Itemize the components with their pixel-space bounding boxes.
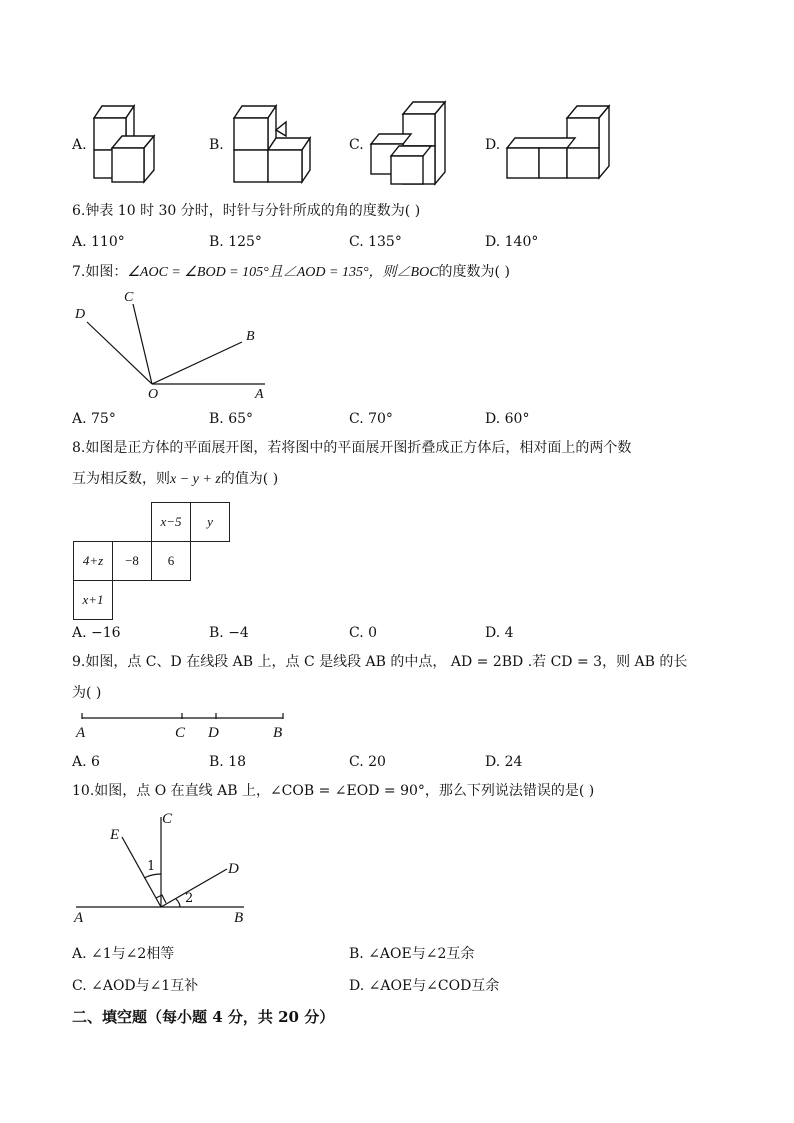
q8-cube-net — [73, 502, 230, 620]
q5-label-c: C. — [349, 137, 364, 153]
q10-label-d: D — [228, 861, 239, 877]
q10-label-c: C — [162, 811, 173, 827]
q7-option-d[interactable]: D. 60° — [485, 411, 530, 427]
q7-stem — [72, 265, 510, 280]
q7-label-d: D — [75, 307, 86, 322]
q9-option-a[interactable]: A. 6 — [72, 754, 100, 770]
q6-option-a[interactable]: A. 110° — [72, 234, 125, 250]
q6-option-b[interactable]: B. 125° — [209, 234, 262, 250]
q5-figure-b — [228, 100, 318, 190]
q10-option-d[interactable]: D. ∠AOE与∠COD互余 — [349, 978, 500, 994]
q10-label-a: A — [74, 910, 84, 926]
q8-stem-line2-suffix: 的值为( ) — [220, 471, 279, 487]
q6-option-c[interactable]: C. 135° — [349, 234, 402, 250]
q10-label-b: B — [234, 910, 244, 926]
q9-option-d[interactable]: D. 24 — [485, 754, 523, 770]
net-cell-x-plus-1: x+1 — [74, 581, 113, 620]
q10-label-angle2: 2 — [185, 891, 194, 906]
net-empty — [191, 581, 230, 620]
net-cell-y: y — [191, 503, 230, 542]
q7-label-o: O — [148, 387, 159, 402]
q5-figure-a — [88, 100, 168, 190]
q10-option-c[interactable]: C. ∠AOD与∠1互补 — [72, 978, 199, 994]
q10-option-b[interactable]: B. ∠AOE与∠2互余 — [349, 946, 475, 962]
q7-option-b[interactable]: B. 65° — [209, 411, 254, 427]
q7-option-a[interactable]: A. 75° — [72, 411, 116, 427]
q9-label-c: C — [175, 725, 186, 741]
net-empty — [191, 542, 230, 581]
net-empty — [113, 581, 152, 620]
q6-stem: 6.钟表 10 时 30 分时，时针与分针所成的角的度数为( ) — [72, 203, 421, 219]
q8-option-d[interactable]: D. 4 — [485, 625, 514, 641]
q5-figure-d — [503, 100, 618, 185]
net-empty — [152, 581, 191, 620]
q5-label-b: B. — [209, 137, 224, 153]
q10-label-angle1: 1 — [147, 859, 156, 874]
q6-option-d[interactable]: D. 140° — [485, 234, 539, 250]
q5-label-d: D. — [485, 137, 501, 153]
q8-stem-line2-prefix: 互为相反数，则 — [72, 471, 170, 487]
q5-label-a: A. — [72, 137, 87, 153]
q5-figure-c — [365, 98, 455, 190]
q9-label-a: A — [76, 725, 86, 741]
q8-option-c[interactable]: C. 0 — [349, 625, 378, 641]
q7-label-c: C — [124, 290, 134, 305]
q7-stem-math: ∠AOC = ∠BOD = 105°且∠AOD = 135°，则∠BOC — [127, 265, 439, 280]
q7-label-a: A — [255, 387, 264, 402]
q8-stem-line2-math: x − y + z — [170, 472, 221, 487]
section-heading: 二、填空题（每小题 4 分，共 20 分） — [72, 1008, 335, 1026]
net-cell-4-plus-z: 4+z — [74, 542, 113, 581]
q10-angle-figure — [72, 812, 252, 917]
q9-stem-line2: 为( ) — [72, 685, 102, 701]
q9-stem-line1: 9.如图，点 C、D 在线段 AB 上，点 C 是线段 AB 的中点， AD = 2BD .若 CD = 3，则 AB 的长 — [72, 654, 688, 670]
q7-option-c[interactable]: C. 70° — [349, 411, 393, 427]
net-empty — [113, 503, 152, 542]
net-empty — [74, 503, 113, 542]
q7-stem-prefix: 7.如图： — [72, 264, 128, 280]
q9-label-b: B — [273, 725, 283, 741]
q8-stem-line1: 8.如图是正方体的平面展开图，若将图中的平面展开图折叠成正方体后，相对面上的两个数 — [72, 440, 632, 456]
q9-segment-figure — [78, 710, 288, 724]
q10-label-e: E — [110, 827, 120, 843]
q7-label-b: B — [246, 329, 255, 344]
q7-angle-figure — [70, 290, 280, 405]
q8-option-a[interactable]: A. −16 — [72, 625, 121, 641]
q8-stem-line2 — [72, 472, 278, 487]
q7-stem-suffix: 的度数为( ) — [438, 264, 510, 280]
q8-option-b[interactable]: B. −4 — [209, 625, 249, 641]
net-cell-6: 6 — [152, 542, 191, 581]
q9-label-d: D — [208, 725, 219, 741]
q9-option-c[interactable]: C. 20 — [349, 754, 386, 770]
net-cell-x-minus-5: x−5 — [152, 503, 191, 542]
q9-option-b[interactable]: B. 18 — [209, 754, 247, 770]
net-cell-minus-8: −8 — [113, 542, 152, 581]
q10-stem: 10.如图，点 O 在直线 AB 上，∠COB = ∠EOD = 90°，那么下列说法错误的是( ) — [72, 783, 595, 799]
q10-option-a[interactable]: A. ∠1与∠2相等 — [72, 946, 175, 962]
